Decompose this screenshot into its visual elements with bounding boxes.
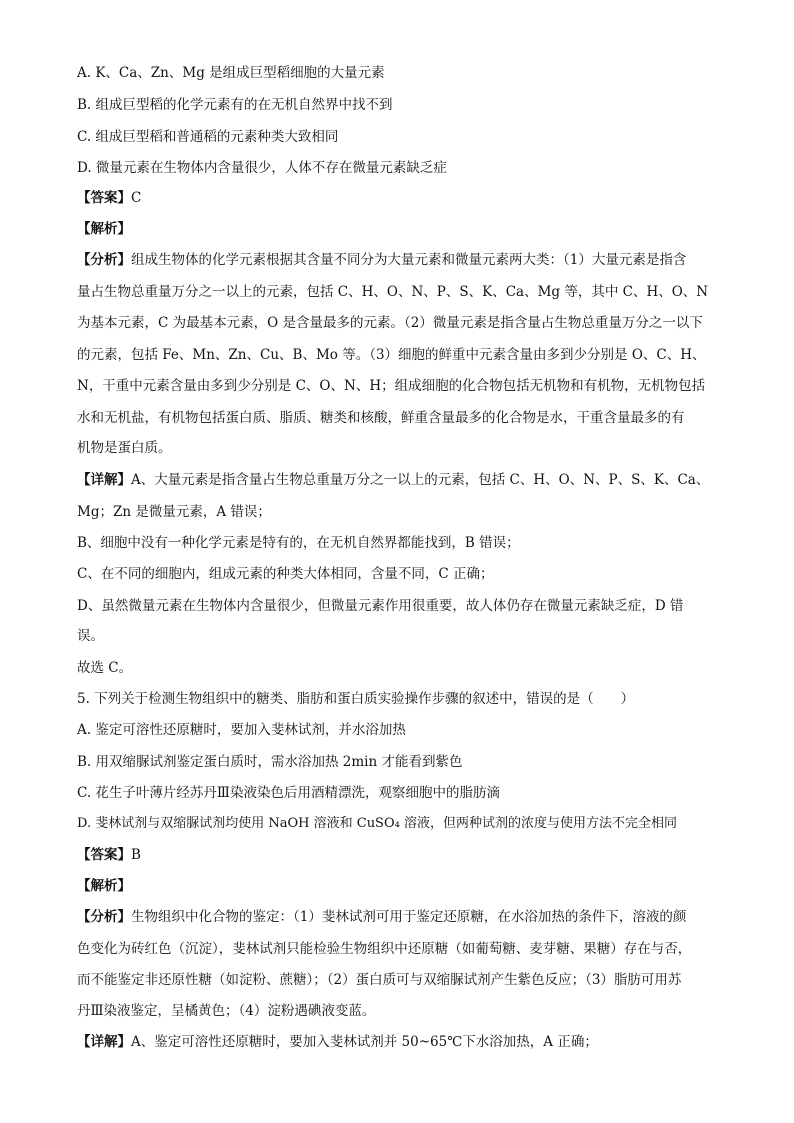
q4-option-b: B. 组成巨型稻的化学元素有的在无机自然界中找不到 [77,97,393,113]
analysis-label: 【解析】 [77,221,131,237]
fenxi-label: 【分析】 [77,909,131,925]
q5-option-c: C. 花生子叶薄片经苏丹Ⅲ染液染色后用酒精漂洗，观察细胞中的脂肪滴 [77,785,500,801]
q4-option-d: D. 微量元素在生物体内含量很少，人体不存在微量元素缺乏症 [77,160,447,176]
fenxi-text: 组成生物体的化学元素根据其含量不同分为大量元素和微量元素两大类：（1）大量元素是指含 [131,252,687,268]
q5-xiangjie-line-0 [77,1032,717,1052]
q5-option-d: D. 斐林试剂与双缩脲试剂均使用 NaOH 溶液和 CuSO₄ 溶液，但两种试剂的浓度与使用方法不完全相同 [77,816,677,831]
q4-analysis-label [77,219,717,239]
answer-value: C [131,190,142,206]
q4-xiangjie-line-1: Mg；Zn 是微量元素，A 错误； [77,504,271,520]
q4-xiangjie-line-6: 故选 C。 [77,660,133,676]
q4-fenxi-line-0 [77,250,717,270]
q4-fenxi-line-5: 水和无机盐，有机物包括蛋白质、脂质、糖类和核酸，鲜重含量最多的化合物是水，干重含量最多的有 [77,410,685,426]
xiangjie-label: 【详解】 [77,472,131,488]
q5-fenxi-line-2: 而不能鉴定非还原性糖（如淀粉、蔗糖）；（2）蛋白质可与双缩脲试剂产生紫色反应；（3）脂肪可用苏 [77,972,682,988]
answer-label: 【答案】 [77,847,131,863]
xiangjie-label: 【详解】 [77,1034,131,1050]
q4-option-c: C. 组成巨型稻和普通稻的元素种类大致相同 [77,129,339,145]
q4-fenxi-line-1: 量占生物总重量万分之一以上的元素，包括 C、H、O、N、P、S、K、Ca、Mg 等，其中 C、H、O、N [77,284,709,300]
q5-fenxi-line-0 [77,907,717,927]
q5-analysis-label [77,876,717,896]
q4-xiangjie-line-4: D、虽然微量元素在生物体内含量很少，但微量元素作用很重要，故人体仍存在微量元素缺乏症，D 错 [77,598,684,614]
answer-label: 【答案】 [77,190,131,206]
q4-fenxi-line-6: 机物是蛋白质。 [77,440,172,456]
q5-option-b: B. 用双缩脲试剂鉴定蛋白质时，需水浴加热 2min 才能看到紫色 [77,754,463,770]
q4-fenxi-line-4: N，干重中元素含量由多到少分别是 C、O、N、H；组成细胞的化合物包括无机物和有机物，无机物包括 [77,378,706,394]
q5-option-a: A. 鉴定可溶性还原糖时，要加入斐林试剂，并水浴加热 [77,722,406,738]
q5-fenxi-line-3: 丹Ⅲ染液鉴定，呈橘黄色；（4）淀粉遇碘液变蓝。 [77,1003,376,1019]
q5-stem: 5. 下列关于检测生物组织中的糖类、脂肪和蛋白质实验操作步骤的叙述中，错误的是（ ） [77,691,635,707]
q4-xiangjie-line-0 [77,470,717,490]
fenxi-label: 【分析】 [77,252,131,268]
q4-answer [77,188,717,208]
q5-fenxi-line-1: 色变化为砖红色（沉淀），斐林试剂只能检验生物组织中还原糖（如葡萄糖、麦芽糖、果糖）存在与否， [77,941,692,957]
analysis-label: 【解析】 [77,878,131,894]
q4-option-a: A. K、Ca、Zn、Mg 是组成巨型稻细胞的大量元素 [77,65,385,81]
q4-xiangjie-line-5: 误。 [77,628,104,644]
q5-answer [77,845,717,865]
fenxi-text: 生物组织中化合物的鉴定：（1）斐林试剂可用于鉴定还原糖，在水浴加热的条件下，溶液的颜 [131,909,687,925]
xiangjie-text: A、鉴定可溶性还原糖时，要加入斐林试剂并 50~65℃下水浴加热，A 正确； [131,1034,598,1050]
answer-value: B [131,847,141,863]
xiangjie-text: A、大量元素是指含量占生物总重量万分之一以上的元素，包括 C、H、O、N、P、S、K、Ca、 [131,472,710,488]
q4-xiangjie-line-3: C、在不同的细胞内，组成元素的种类大体相同，含量不同，C 正确； [77,566,494,582]
q4-fenxi-line-2: 为基本元素，C 为最基本元素，O 是含量最多的元素。（2）微量元素是指含量占生物总重量万分之一以下 [77,315,703,331]
q4-xiangjie-line-2: B、细胞中没有一种化学元素是特有的，在无机自然界都能找到，B 错误； [77,535,520,551]
q4-fenxi-line-3: 的元素，包括 Fe、Mn、Zn、Cu、B、Mo 等。（3）细胞的鲜重中元素含量由多到少分别是 O、C、H、 [77,347,706,363]
